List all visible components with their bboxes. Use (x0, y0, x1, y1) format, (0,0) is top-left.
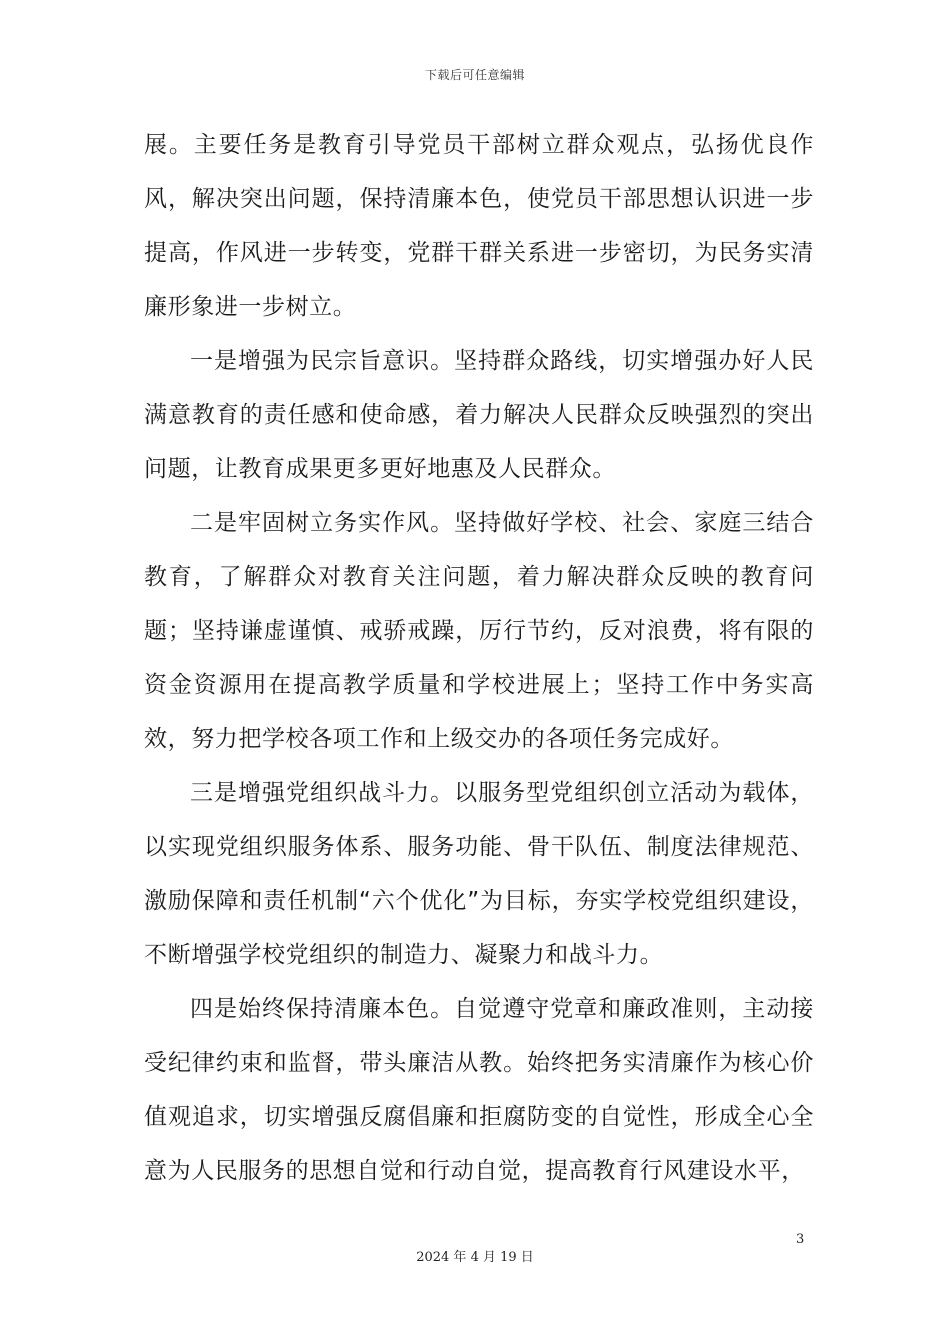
paragraph-2: 一是增强为民宗旨意识。坚持群众路线，切实增强办好人民满意教育的责任感和使命感，着力解决人民群众反映强烈的突出问题，让教育成果更多更好地惠及人民群众。 (144, 348, 814, 482)
page-footer-date: 2024 年 4 月 19 日 (416, 1250, 534, 1265)
page-number: 3 (796, 1232, 805, 1247)
document-body (144, 118, 814, 1198)
paragraph-5: 四是始终保持清廉本色。自觉遵守党章和廉政准则，主动接受纪律约束和监督，带头廉洁从教。始终把务实清廉作为核心价值观追求，切实增强反腐倡廉和拒腐防变的自觉性，形成全心全意为人民服务的思想自觉和行动自觉，提高教育行风建设水平， (144, 996, 814, 1184)
paragraph-4: 三是增强党组织战斗力。以服务型党组织创立活动为载体，以实现党组织服务体系、服务功能、骨干队伍、制度法律规范、激励保障和责任机制“六个优化”为目标，夯实学校党组织建设，不断增强学校党组织的制造力、凝聚力和战斗力。 (144, 780, 814, 968)
paragraph-3: 二是牢固树立务实作风。坚持做好学校、社会、家庭三结合教育，了解群众对教育关注问题，着力解决群众反映的教育问题；坚持谦虚谨慎、戒骄戒躁，厉行节约，反对浪费，将有限的资金资源用在提高教学质量和学校进展上；坚持工作中务实高效，努力把学校各项工作和上级交办的各项任务完成好。 (144, 510, 814, 752)
paragraph-1: 展。主要任务是教育引导党员干部树立群众观点，弘扬优良作风，解决突出问题，保持清廉本色，使党员干部思想认识进一步提高，作风进一步转变，党群干群关系进一步密切，为民务实清廉形象进一步树立。 (144, 132, 814, 320)
page-header-note: 下载后可任意编辑 (424, 68, 525, 82)
